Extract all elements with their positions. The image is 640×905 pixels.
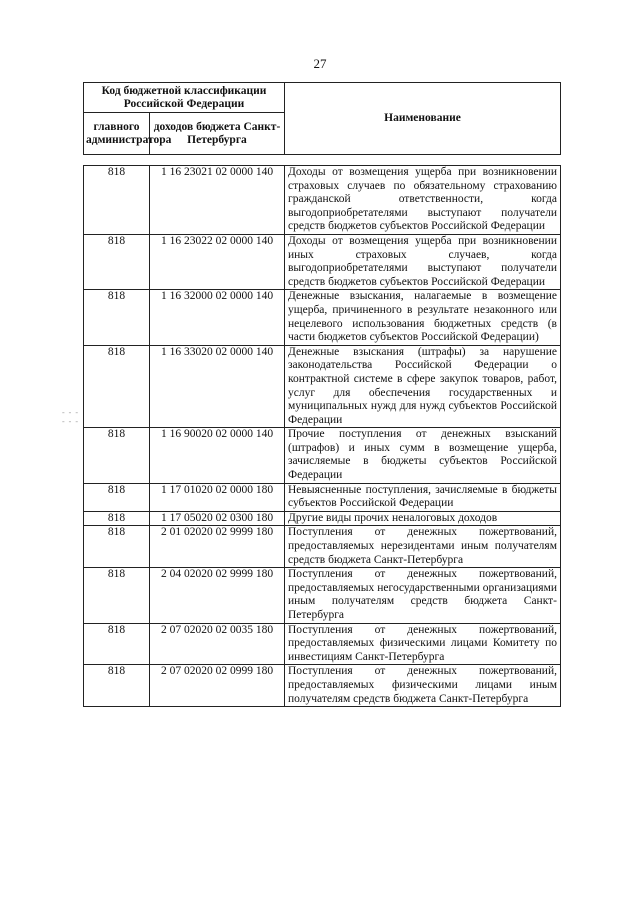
admin-code: 818 bbox=[84, 483, 150, 511]
income-code: 1 17 05020 02 0300 180 bbox=[150, 511, 285, 526]
income-code: 1 16 33020 02 0000 140 bbox=[150, 345, 285, 428]
admin-code: 818 bbox=[84, 166, 150, 235]
admin-code: 818 bbox=[84, 665, 150, 707]
income-name: Поступления от денежных пожертвований, предоставляемых физическими лицами иным получателям средств бюджета Санкт-Петербурга bbox=[285, 665, 561, 707]
income-codes-table bbox=[83, 165, 561, 707]
table-row bbox=[84, 166, 561, 235]
income-name: Поступления от денежных пожертвований, предоставляемых физическими лицами Комитету по инвестициям Санкт-Петербурга bbox=[285, 623, 561, 665]
admin-code: 818 bbox=[84, 290, 150, 345]
admin-code: 818 bbox=[84, 428, 150, 483]
income-name: Прочие поступления от денежных взысканий (штрафов) и иных сумм в возмещение ущерба, зачисляемые в бюджеты субъектов Российской Федерации bbox=[285, 428, 561, 483]
income-code: 1 16 23022 02 0000 140 bbox=[150, 234, 285, 289]
income-code: 1 16 90020 02 0000 140 bbox=[150, 428, 285, 483]
table-row bbox=[84, 623, 561, 665]
scan-artifact: - - - - - - bbox=[62, 408, 79, 426]
admin-code: 818 bbox=[84, 623, 150, 665]
income-name: Доходы от возмещения ущерба при возникновении иных страховых случаев, когда выгодоприобретателями выступают получатели средств бюджетов субъектов Российской Федерации bbox=[285, 234, 561, 289]
table-row bbox=[84, 568, 561, 623]
admin-code: 818 bbox=[84, 234, 150, 289]
income-name: Денежные взыскания (штрафы) за нарушение законодательства Российской Федерации о контрактной системе в сфере закупок товаров, работ, услуг для обеспечения государственных и муниципальных нужд для нужд субъектов Российской Федерации bbox=[285, 345, 561, 428]
header-name-column: Наименование bbox=[285, 83, 561, 155]
table-row bbox=[84, 665, 561, 707]
header-group-title: Код бюджетной классификации Российской Федерации bbox=[84, 83, 285, 113]
income-code: 1 17 01020 02 0000 180 bbox=[150, 483, 285, 511]
admin-code: 818 bbox=[84, 345, 150, 428]
income-code: 1 16 32000 02 0000 140 bbox=[150, 290, 285, 345]
table-row bbox=[84, 345, 561, 428]
income-code: 2 07 02020 02 0999 180 bbox=[150, 665, 285, 707]
income-name: Другие виды прочих неналоговых доходов bbox=[285, 511, 561, 526]
income-name: Доходы от возмещения ущерба при возникновении страховых случаев по обязательному страхованию гражданской ответственности, когда выгодоприобретателями выступают получатели средств бюджетов субъектов Российской Федерации bbox=[285, 166, 561, 235]
income-name: Поступления от денежных пожертвований, предоставляемых негосударственными организациями иным получателям средств бюджета Санкт-Петербурга bbox=[285, 568, 561, 623]
table-header bbox=[83, 82, 561, 155]
income-name: Поступления от денежных пожертвований, предоставляемых нерезидентами иным получателям средств бюджета Санкт-Петербурга bbox=[285, 526, 561, 568]
income-code: 2 01 02020 02 9999 180 bbox=[150, 526, 285, 568]
table-row bbox=[84, 290, 561, 345]
income-name: Невыясненные поступления, зачисляемые в бюджеты субъектов Российской Федерации bbox=[285, 483, 561, 511]
table-row bbox=[84, 483, 561, 511]
income-name: Денежные взыскания, налагаемые в возмещение ущерба, причиненного в результате незаконного или нецелевого использования бюджетных средств (в части бюджетов субъектов Российской Федерации) bbox=[285, 290, 561, 345]
income-code: 1 16 23021 02 0000 140 bbox=[150, 166, 285, 235]
header-admin-column: главного администратора bbox=[84, 113, 150, 155]
table-row bbox=[84, 428, 561, 483]
admin-code: 818 bbox=[84, 526, 150, 568]
page-number: 27 bbox=[313, 56, 327, 71]
table-row bbox=[84, 234, 561, 289]
admin-code: 818 bbox=[84, 568, 150, 623]
table-row bbox=[84, 511, 561, 526]
table-row bbox=[84, 526, 561, 568]
income-code: 2 04 02020 02 9999 180 bbox=[150, 568, 285, 623]
income-code: 2 07 02020 02 0035 180 bbox=[150, 623, 285, 665]
admin-code: 818 bbox=[84, 511, 150, 526]
header-income-column: доходов бюджета Санкт-Петербурга bbox=[150, 113, 285, 155]
